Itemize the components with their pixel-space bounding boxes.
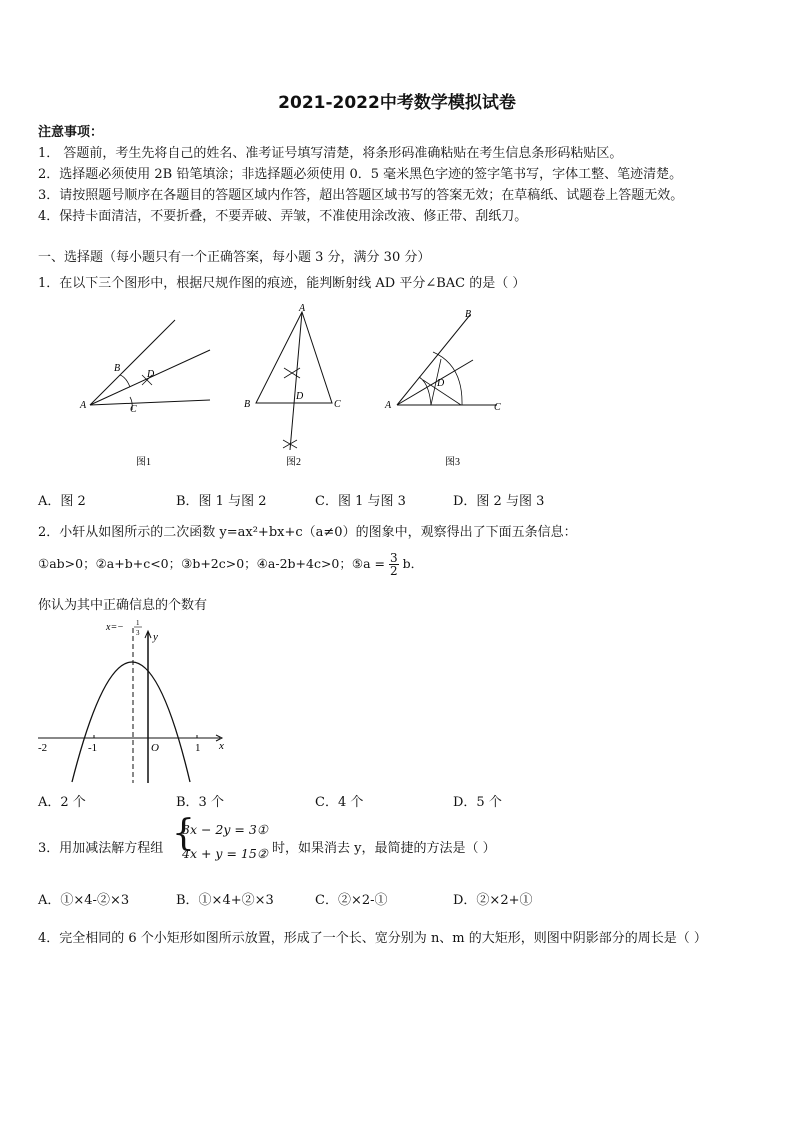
option-d[interactable]: D．②×2+① — [453, 893, 533, 908]
option-c[interactable]: C．图 1 与图 3 — [315, 494, 406, 509]
question-3-stem-end: 时，如果消去 y，最简捷的方法是（ ） — [272, 841, 496, 856]
option-c[interactable]: C．②×2-① — [315, 893, 388, 908]
origin-label: O — [151, 742, 159, 754]
tick-label: -1 — [88, 742, 98, 754]
question-2-stem: 2．小轩从如图所示的二次函数 y=ax²+bx+c（a≠0）的图象中，观察得出了下面五条信息： — [38, 525, 577, 540]
tick-label: 1 — [195, 742, 201, 754]
question-2-info — [38, 551, 423, 577]
figure-2-caption: 图2 — [286, 457, 301, 468]
fraction-numerator: 3 — [389, 551, 398, 565]
option-a[interactable]: A．2 个 — [38, 795, 86, 810]
point-label-c: C — [334, 399, 341, 410]
y-axis-label: y — [153, 631, 158, 643]
fraction-denominator: 3 — [136, 629, 140, 637]
point-label-b: B — [244, 399, 251, 410]
option-c[interactable]: C．4 个 — [315, 795, 364, 810]
equation-2: 4x + y = 15② — [182, 846, 269, 861]
equation-1: 3x − 2y = 3① — [182, 822, 269, 837]
equation-system — [172, 813, 272, 868]
point-label-d: D — [296, 391, 304, 402]
notice-item: 3．请按照题号顺序在各题目的答题区域内作答，超出答题区域书写的答案无效；在草稿纸、试题卷上答题无效。 — [38, 188, 684, 203]
question-2-prompt: 你认为其中正确信息的个数有 — [38, 598, 208, 613]
figure-3-caption: 图3 — [445, 457, 460, 468]
question-3-stem-start: 3．用加减法解方程组 — [38, 841, 164, 856]
info-tail: b． — [402, 556, 424, 571]
notice-item: 1． 答题前，考生先将自己的姓名、准考证号填写清楚，将条形码准确粘贴在考生信息条形码粘贴区。 — [38, 146, 623, 161]
notice-heading: 注意事项： — [38, 125, 104, 140]
point-label-a: A — [80, 400, 87, 411]
exam-title: 2021-2022中考数学模拟试卷 — [278, 93, 516, 113]
section-heading: 一、选择题（每小题只有一个正确答案，每小题 3 分，满分 30 分） — [38, 250, 431, 265]
symmetry-axis-label: x=− — [106, 622, 124, 633]
option-a[interactable]: A．图 2 — [38, 494, 86, 509]
option-b[interactable]: B．3 个 — [176, 795, 224, 810]
point-label-a: A — [299, 303, 306, 314]
x-axis-label: x — [219, 740, 224, 752]
fraction-numerator: 1 — [136, 619, 140, 627]
tick-label: -2 — [38, 742, 48, 754]
option-b[interactable]: B．图 1 与图 2 — [176, 494, 267, 509]
brace-icon: { — [172, 813, 195, 854]
parabola-graph — [30, 618, 235, 788]
point-label-d: D — [437, 378, 445, 389]
figure-1-caption: 图1 — [136, 457, 151, 468]
point-label-b: B — [114, 363, 121, 374]
option-a[interactable]: A．①×4-②×3 — [38, 893, 130, 908]
figure-1 — [80, 315, 220, 475]
option-d[interactable]: D．图 2 与图 3 — [453, 494, 545, 509]
info-statements: ①ab>0；②a+b+c<0；③b+2c>0；④a-2b+4c>0；⑤a = — [38, 556, 385, 571]
figure-3 — [385, 305, 515, 475]
question-4-stem: 4．完全相同的 6 个小矩形如图所示放置，形成了一个长、宽分别为 n、m 的大矩形，则图中阴影部分的周长是（ ） — [38, 931, 707, 946]
notice-item: 2．选择题必须使用 2B 铅笔填涂；非选择题必须使用 0．5 毫米黑色字迹的签字笔书写，字体工整、笔迹清楚。 — [38, 167, 683, 182]
notice-item: 4．保持卡面清洁，不要折叠，不要弄破、弄皱，不准使用涂改液、修正带、刮纸刀。 — [38, 209, 528, 224]
point-label-a: A — [385, 400, 392, 411]
point-label-d: D — [147, 369, 155, 380]
fraction — [389, 552, 399, 577]
option-b[interactable]: B．①×4+②×3 — [176, 893, 274, 908]
question-1-stem: 1．在以下三个图形中，根据尺规作图的痕迹，能判断射线 AD 平分∠BAC 的是（ ） — [38, 276, 526, 291]
option-d[interactable]: D．5 个 — [453, 795, 502, 810]
fraction-denominator: 2 — [389, 564, 398, 578]
figure-2 — [240, 300, 350, 475]
point-label-c: C — [494, 402, 501, 413]
point-label-b: B — [465, 309, 472, 320]
point-label-c: C — [130, 404, 137, 415]
